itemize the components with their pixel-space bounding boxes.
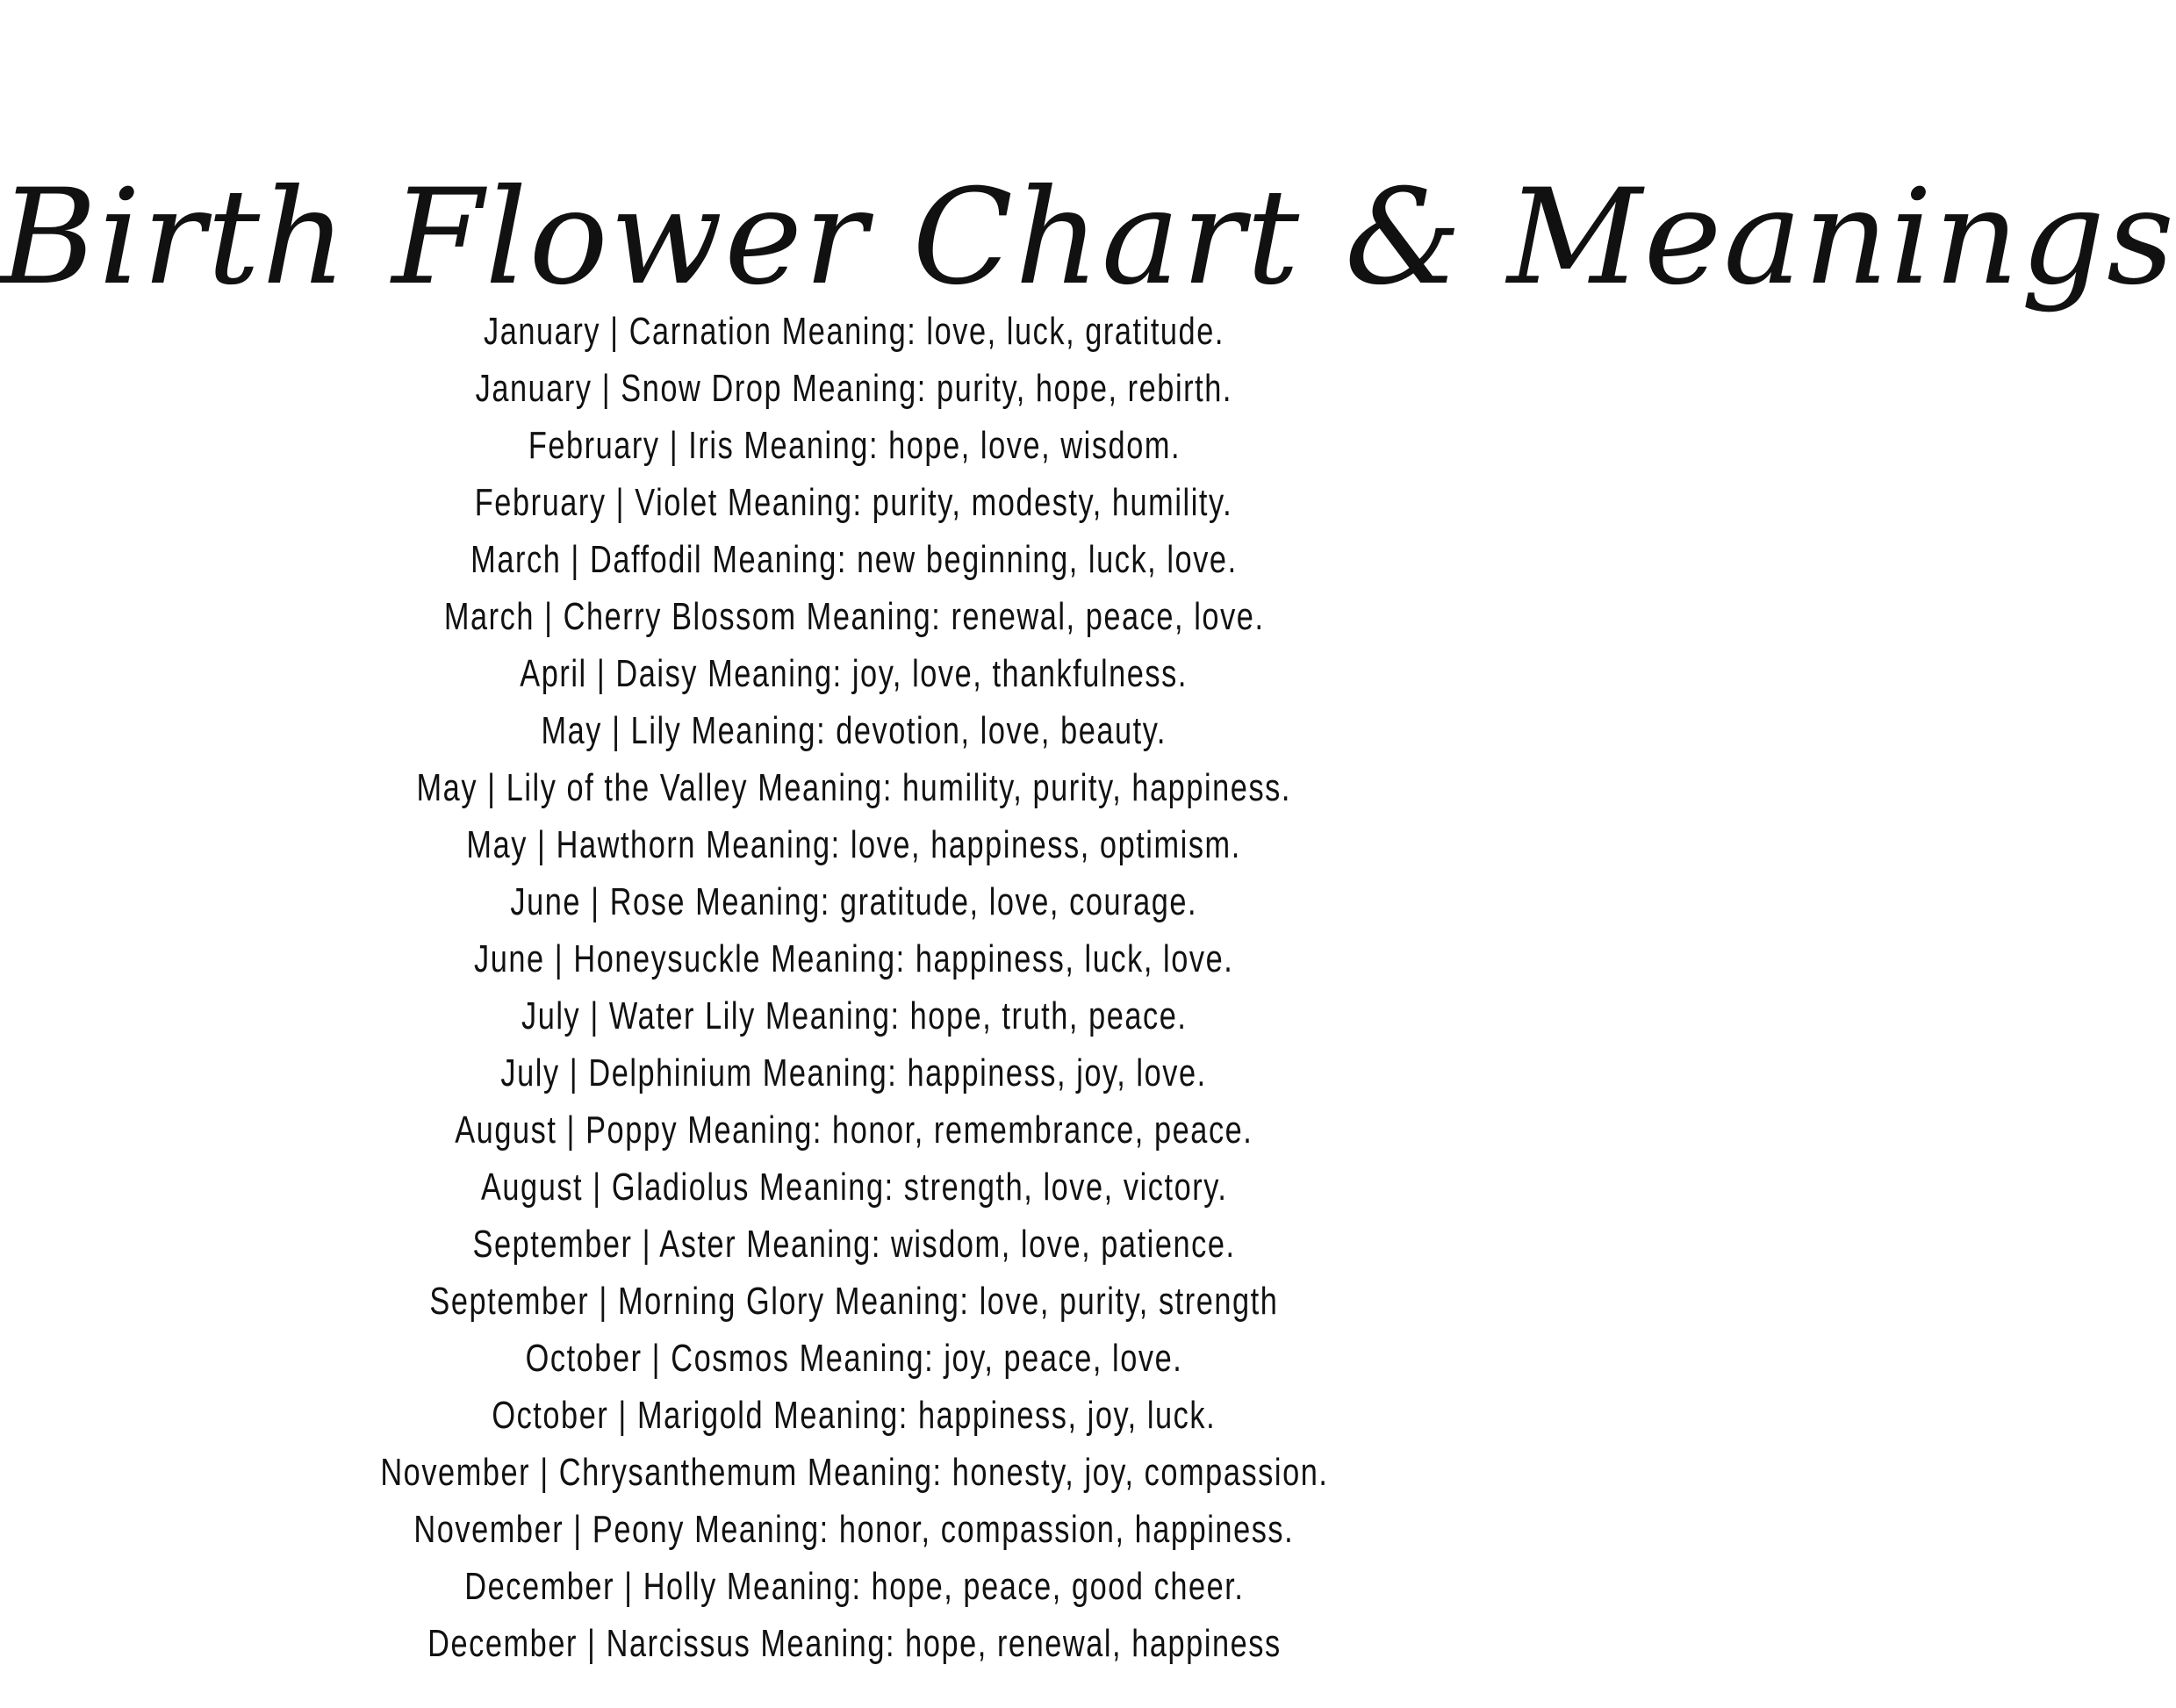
entry-text: September | Aster Meaning: wisdom, love, patience. (472, 1223, 1236, 1266)
list-item (0, 645, 1708, 702)
entry-text: June | Honeysuckle Meaning: happiness, luck, love. (474, 937, 1234, 980)
list-item (0, 1216, 1708, 1273)
entry-text: August | Gladiolus Meaning: strength, love, victory. (480, 1166, 1228, 1209)
list-item (0, 873, 1708, 930)
list-item (0, 759, 1708, 816)
entry-text: March | Daffodil Meaning: new beginning, luck, love. (470, 538, 1238, 581)
entry-text: September | Morning Glory Meaning: love, purity, strength (429, 1280, 1279, 1323)
list-item (0, 1615, 1708, 1672)
list-item (0, 1444, 1708, 1501)
entry-text: May | Lily of the Valley Meaning: humility, purity, happiness. (416, 766, 1292, 809)
entry-text: July | Delphinium Meaning: happiness, joy, love. (500, 1051, 1208, 1094)
entry-text: December | Narcissus Meaning: hope, renewal, happiness (427, 1622, 1282, 1665)
list-item (0, 930, 1708, 987)
list-item (0, 1102, 1708, 1159)
entry-text: February | Iris Meaning: hope, love, wisdom. (528, 424, 1181, 467)
entry-text: March | Cherry Blossom Meaning: renewal, peace, love. (443, 595, 1265, 638)
entry-text: May | Hawthorn Meaning: love, happiness, optimism. (466, 823, 1242, 866)
list-item (0, 1159, 1708, 1216)
list-item (0, 816, 1708, 873)
entry-text: October | Marigold Meaning: happiness, joy, luck. (492, 1394, 1217, 1437)
birth-flower-list (0, 303, 1708, 1672)
entry-text: August | Poppy Meaning: honor, remembrance, peace. (455, 1109, 1253, 1152)
list-item (0, 360, 1708, 417)
list-item (0, 1273, 1708, 1330)
entry-text: July | Water Lily Meaning: hope, truth, peace. (521, 994, 1188, 1037)
entry-text: January | Carnation Meaning: love, luck, gratitude. (484, 310, 1224, 353)
entry-text: June | Rose Meaning: gratitude, love, courage. (510, 880, 1198, 923)
list-item (0, 588, 1708, 645)
list-item (0, 1330, 1708, 1387)
entry-text: January | Snow Drop Meaning: purity, hope, rebirth. (475, 367, 1233, 410)
entry-text: February | Violet Meaning: purity, modesty, humility. (475, 481, 1233, 524)
list-item (0, 531, 1708, 588)
list-item (0, 474, 1708, 531)
list-item (0, 702, 1708, 759)
list-item (0, 1387, 1708, 1444)
entry-text: November | Chrysanthemum Meaning: honesty, joy, compassion. (379, 1451, 1329, 1494)
list-item (0, 1501, 1708, 1558)
list-item (0, 1558, 1708, 1615)
list-item (0, 417, 1708, 474)
list-item (0, 987, 1708, 1044)
entry-text: October | Cosmos Meaning: joy, peace, love. (525, 1337, 1183, 1380)
page-title: Birth Flower Chart & Meanings (0, 161, 2176, 314)
entry-text: November | Peony Meaning: honor, compassion, happiness. (413, 1508, 1295, 1551)
entry-text: April | Daisy Meaning: joy, love, thankfulness. (520, 652, 1189, 695)
entry-text: May | Lily Meaning: devotion, love, beauty. (541, 709, 1167, 752)
entry-text: December | Holly Meaning: hope, peace, good cheer. (463, 1565, 1245, 1608)
list-item (0, 303, 1708, 360)
list-item (0, 1044, 1708, 1102)
